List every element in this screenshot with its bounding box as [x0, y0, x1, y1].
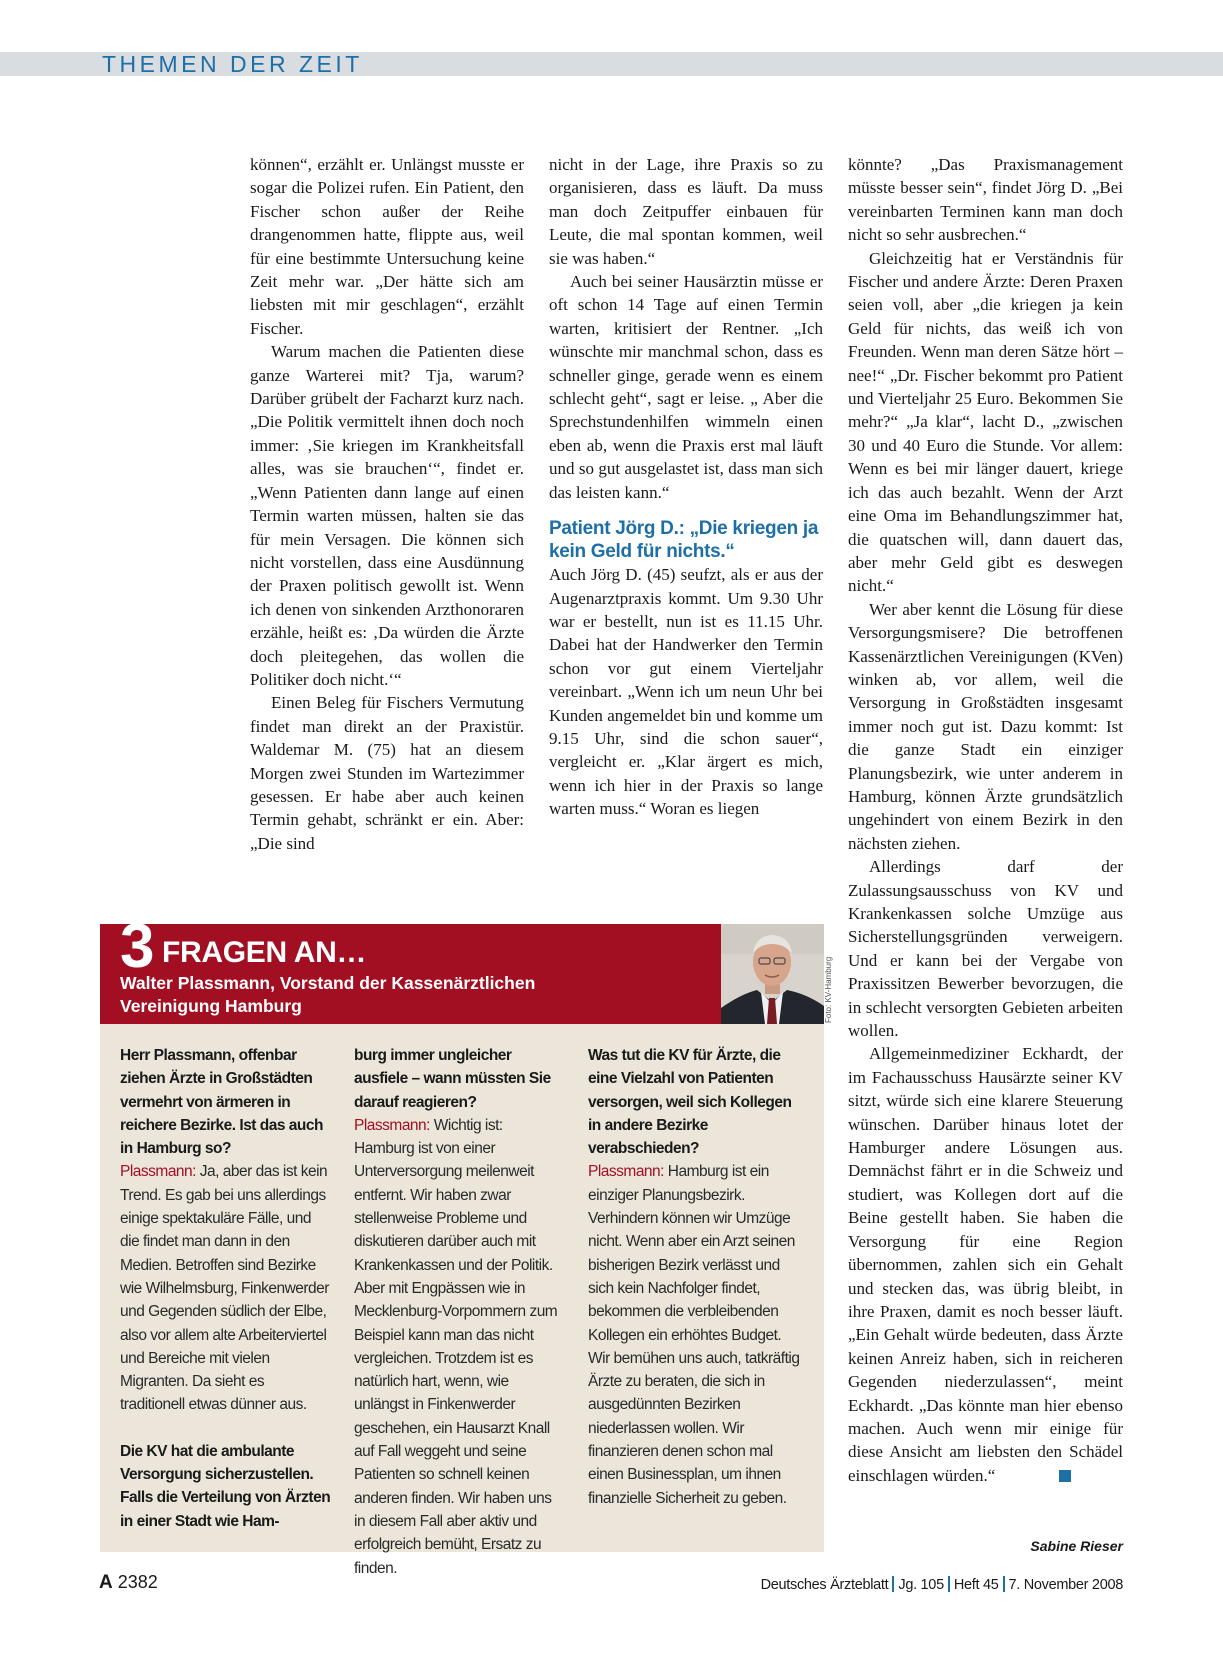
paragraph-text: Allgemeinmediziner Eckhardt, der im Fachausschuss Hausärzte seiner KV sitzt, würde sich eine klarere Steuerung wünschen. Darüber hinaus lotet der Hamburger andere Lösungen aus. Demnächst fährt er in die Schweiz und studiert, was Kollegen dort auf die Beine gestellt haben. Sie haben die Versorgung für eine Region übernommen, zahlen sich ein Gehalt und stecken das, was übrig bleibt, in ihre Praxen, damit es noch besser läuft. „Ein Gehalt würde bedeuten, dass Ärzte keinen Anreiz haben, sich in reicheren Gegenden niederzulassen“, meint Eckhardt. „Das könnte man hier ebenso machen. Auch wenn mir einige für diese Ansicht am liebsten den Schädel einschlagen würden.“	[848, 1044, 1123, 1485]
article-column-2	[549, 153, 823, 821]
author-name: Sabine Rieser	[1030, 1538, 1123, 1554]
paragraph: Einen Beleg für Fischers Vermutung findet man direkt an der Praxistür. Waldemar M. (75) hat an diesem Morgen zwei Stunden im Wartezimmer gesessen. Er habe aber auch keinen Termin gehabt, schränkt er ein. Aber: „Die sind	[250, 693, 524, 853]
divider	[892, 1576, 894, 1592]
paragraph: Wer aber kennt die Lösung für diese Versorgungsmisere? Die betroffenen Kassenärztlichen Vereinigungen (KVen) winken ab, vor allem, weil die Versorgung in Großstädten insgesamt immer noch gut ist. Dazu kommt: Ist die ganze Stadt ein einziger Planungsbezirk, wie unter anderem in Hamburg, können Ärzte grundsätzlich ungehindert von einem Bezirk in den nächsten ziehen.	[848, 599, 1123, 853]
article-column-1	[250, 153, 524, 855]
speaker-label: Plassmann:	[354, 1116, 430, 1134]
paragraph-last	[848, 1042, 1123, 1487]
answer-text: Ja, aber das ist kein Trend. Es gab bei uns allerdings einige spektakuläre Fälle, und die findet man dann in den Medien. Betroffen sind Bezirke wie Wilhelmsburg, Finkenwerder und Gegenden südlich der Elbe, also vor allem alte Arbeiterviertel und Bereiche mit vielen Migranten. Da sieht es traditionell etwas dünner aus.	[120, 1163, 329, 1414]
paragraph: Warum machen die Patienten diese ganze Warterei mit? Tja, warum? Darüber grübelt der Facharzt kurz nach. „Die Politik vermittelt ihnen doch noch immer: ‚Sie kriegen im Krankheitsfall alles, was sie brauchen‘“, findet er. „Wenn Patienten dann lange auf einen Termin warten müssen, halten sie das für mein Versagen. Die können sich nicht vorstellen, dass eine Ausdünnung der Praxen politisch gewollt ist. Wenn ich denen von sinkenden Arzthonoraren erzähle, heißt es: ‚Da würden die Ärzte doch pleitegehen, das wollen die Politiker doch nicht.‘“	[250, 342, 524, 689]
answer-text: Wichtig ist: Hamburg ist von einer Unterversorgung meilenweit entfernt. Wir haben zwar stellenweise Probleme und diskutieren darüber auch mit Krankenkassen und der Politik. Aber mit Engpässen wie in Mecklenburg-Vorpommern zum Beispiel kann man das nicht vergleichen. Trotzdem ist es natürlich hart, wenn, wie unlängst in Finkenwerder geschehen, ein Hausarzt Knall auf Fall weggeht und seine Patienten so schnell keinen anderen finden. Wir haben uns in diesem Fall aber aktiv und erfolgreich bemüht, Ersatz zu finden.	[354, 1116, 558, 1577]
interview-question: burg immer ungleicher ausfiele – wann müssten Sie darauf reagieren?	[354, 1047, 551, 1111]
article-column-3	[848, 153, 1123, 1487]
section-header: THEMEN DER ZEIT	[102, 51, 363, 77]
paragraph: Gleichzeitig hat er Verständnis für Fischer und andere Ärzte: Deren Praxen seien voll, aber „die kriegen ja kein Geld für nichts, das weiß ich von Freunden. Wenn man deren Sätze hört – nee!“ „Dr. Fischer bekommt pro Patient und Vierteljahr 25 Euro. Bekommen Sie mehr?“ „Ja klar“, lacht D., „zwischen 30 und 40 Euro die Stunde. Vor allem: Wenn es bei mir länger dauert, kriege ich das auch bezahlt. Wenn der Arzt eine Oma im Behandlungszimmer hat, die quatschen will, dann dauert das, aber mehr Geld gibt es deswegen nicht.“	[848, 248, 1123, 596]
interview-answer	[588, 1160, 802, 1509]
subheading: Patient Jörg D.: „Die kriegen ja kein Geld für nichts.“	[549, 518, 819, 563]
interview-column-2	[354, 1044, 566, 1580]
divider	[948, 1576, 950, 1592]
interview-answer	[354, 1114, 566, 1580]
journal-name: Deutsches Ärzteblatt	[760, 1577, 889, 1593]
page-number-value: 2382	[117, 1572, 158, 1592]
speaker-label: Plassmann:	[120, 1163, 196, 1181]
end-mark-icon	[1059, 1470, 1071, 1482]
issue-date: 7. November 2008	[1008, 1577, 1123, 1593]
interview-column-3	[588, 1044, 802, 1510]
interview-column-1	[120, 1044, 332, 1533]
issue: Heft 45	[953, 1577, 999, 1593]
box-subtitle: Walter Plassmann, Vorstand der Kassenärztlichen Vereinigung Hamburg	[120, 973, 536, 1016]
interview-question: Die KV hat die ambulante Versorgung sicherzustellen. Falls die Verteilung von Ärzten in einer Stadt wie Ham-	[120, 1442, 331, 1530]
interview-answer	[120, 1160, 332, 1416]
paragraph: Auch bei seiner Hausärztin müsse er oft schon 14 Tage auf einen Termin warten, kritisiert der Rentner. „Ich wünschte mir manchmal schon, dass es schneller ginge, gerade wenn es einem schlecht geht“, sagt er leise. „ Aber die Sprechstundenhilfen wimmeln einen eben ab, wenn die Praxis erst mal läuft und so gut ausgelastet ist, dass man sich das leisten kann.“	[549, 272, 823, 502]
divider	[1003, 1576, 1005, 1592]
portrait-image	[721, 924, 824, 1024]
paragraph: nicht in der Lage, ihre Praxis so zu organisieren, dass es läuft. Da muss man doch Zeitpuffer einbauen für Leute, die mal spontan kommen, weil sie was haben.“	[549, 155, 823, 268]
footer-citation	[761, 1576, 1123, 1593]
page-letter: A	[99, 1572, 113, 1593]
box-kicker: FRAGEN AN…	[162, 936, 367, 969]
portrait-photo	[721, 924, 824, 1024]
box-number: 3	[120, 912, 153, 981]
interview-box-header	[100, 912, 721, 1024]
paragraph: können“, erzählt er. Unlängst musste er sogar die Polizei rufen. Ein Patient, den Fischer schon außer der Reihe drangenommen hatte, flippte aus, weil für eine bestimmte Untersuchung keine Zeit mehr war. „Der hätte sich am liebsten mit mir geschlagen“, erzählt Fischer.	[250, 155, 524, 338]
paragraph: Auch Jörg D. (45) seufzt, als er aus der Augenarztpraxis kommt. Um 9.30 Uhr war er bestellt, nun ist es 11.15 Uhr. Dabei hat der Handwerker den Termin schon vor gut einem Vierteljahr vereinbart. „Wenn ich um neun Uhr bei Kunden angemeldet bin und komme um 9.15 Uhr, sind die schon sauer“, vergleicht er. „Klar ärgert es mich, wenn ich hier in der Praxis so lange warten muss.“ Woran es liegen	[549, 565, 823, 819]
interview-question: Herr Plassmann, offenbar ziehen Ärzte in Großstädten vermehrt von ärmeren in reichere Bezirke. Ist das auch in Hamburg so?	[120, 1047, 323, 1158]
interview-question: Was tut die KV für Ärzte, die eine Vielzahl von Patienten versorgen, weil sich Kollegen in andere Bezirke verabschieden?	[588, 1047, 792, 1158]
volume: Jg. 105	[898, 1577, 944, 1593]
paragraph: Allerdings darf der Zulassungsausschuss von KV und Krankenkassen solche Umzüge aus Sicherstellungsgründen verweigern. Und er kann bei der Vergabe von Praxissitzen Bewerber bevorzugen, die in schlecht versorgten Gebieten arbeiten wollen.	[848, 857, 1123, 1041]
answer-text: Hamburg ist ein einziger Planungsbezirk. Verhindern können wir Umzüge nicht. Wenn aber ein Arzt seinen bisherigen Bezirk verlässt und sich kein Nachfolger findet, bekommen die verbleibenden Kollegen ein erhöhtes Budget. Wir bemühen uns auch, tatkräftig Ärzte zu beraten, die sich in ausgedünnten Bezirken niederlassen wollen. Wir finanzieren denen schon mal einen Businessplan, um ihnen finanzielle Sicherheit zu geben.	[588, 1163, 800, 1507]
photo-credit: Foto: KV-Hamburg	[824, 956, 833, 1023]
spacer	[120, 1417, 332, 1440]
page-number	[99, 1572, 158, 1594]
paragraph: könnte? „Das Praxismanagement müsste besser sein“, findet Jörg D. „Bei vereinbarten Terminen kann man doch nicht so sehr ausbrechen.“	[848, 155, 1123, 245]
speaker-label: Plassmann:	[588, 1163, 664, 1181]
